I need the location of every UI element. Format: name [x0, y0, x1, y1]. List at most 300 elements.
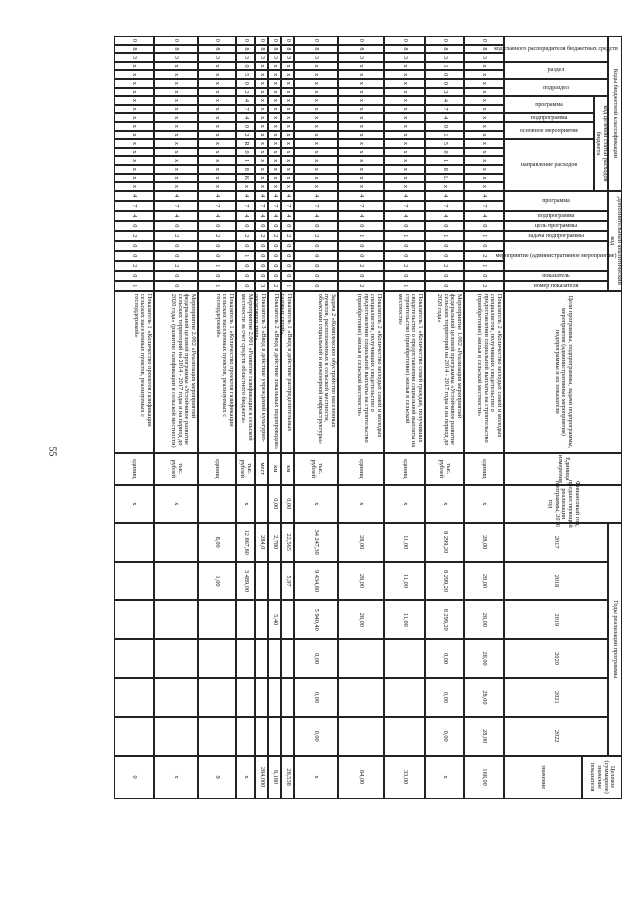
kbk-digit: x [294, 156, 338, 165]
kbk-digit: 0 [255, 36, 268, 45]
kbk-digit: x [281, 165, 294, 174]
kbk-digit: x [464, 174, 504, 183]
kbk-digit: x [384, 156, 425, 165]
kbk-digit: x [384, 62, 425, 71]
kbk-digit: x [154, 113, 198, 122]
kbk-digit: x [281, 156, 294, 165]
kbk-digit: x [464, 113, 504, 122]
analytic-digit: 1 [338, 231, 384, 241]
row-year-value: 12 867,80 [236, 523, 255, 562]
kbk-digit: 4 [236, 113, 255, 122]
kbk-digit: 2 [236, 131, 255, 140]
row-year-value: 2,780 [268, 523, 281, 562]
kbk-digit: x [198, 148, 236, 157]
row-year-value: 5 940,40 [294, 600, 338, 639]
row-year-value [281, 639, 294, 678]
analytic-digit: 0 [384, 241, 425, 251]
kbk-digit: 3 [114, 53, 154, 62]
row-year-value [281, 600, 294, 639]
kbk-digit: 4 [425, 96, 464, 105]
analytic-digit: 2 [255, 231, 268, 241]
kbk-sub-header-text: раздел [547, 67, 565, 74]
csr-sub-header-text: подпрограмма [530, 114, 568, 121]
kbk-digit: 3 [236, 53, 255, 62]
row-description: Показатель 1 «Количество проектов газификации сельских населенных пунктов, реализуемых с господдержкой» [114, 291, 154, 453]
kbk-digit: x [255, 182, 268, 191]
row-year-value: 0,00 [425, 717, 464, 756]
row-year-value: 34 247,30 [294, 523, 338, 562]
analytic-digit: 4 [154, 191, 198, 201]
analytic-digit: 4 [114, 211, 154, 221]
analytic-digit: 4 [294, 191, 338, 201]
year-header-2020: 2020 [504, 639, 608, 678]
kbk-digit: x [255, 70, 268, 79]
row-year-value [384, 678, 425, 717]
analytic-digit: 1 [464, 231, 504, 241]
row-year-value [154, 600, 198, 639]
kbk-digit: x [255, 131, 268, 140]
kbk-digit: x [198, 139, 236, 148]
kbk-sub-header [504, 62, 608, 79]
kbk-digit: x [384, 70, 425, 79]
kbk-digit: 8 [114, 45, 154, 54]
kbk-digit: x [384, 105, 425, 114]
kbk-digit: 5 [236, 70, 255, 79]
analytic-digit: 0 [114, 271, 154, 281]
kbk-digit: x [384, 88, 425, 97]
analytic-digit: 4 [198, 191, 236, 201]
kbk-digit: x [114, 131, 154, 140]
row-year-value: 28,00 [464, 639, 504, 678]
analytic-digit: 1 [384, 231, 425, 241]
kbk-digit: x [464, 88, 504, 97]
kbk-digit: x [464, 182, 504, 191]
analytic-digit: 0 [198, 241, 236, 251]
csr-sub-header-text: направление расходов [520, 161, 578, 168]
analytic-digit: 0 [255, 271, 268, 281]
year-header-2017: 2017 [504, 523, 608, 562]
analytic-digit: 0 [464, 221, 504, 231]
kbk-digit: 8 [268, 45, 281, 54]
analytic-sub-header [504, 271, 608, 281]
analytic-digit: 0 [294, 221, 338, 231]
kbk-digit: x [294, 182, 338, 191]
analytic-digit: 0 [294, 281, 338, 291]
kbk-digit: 0 [464, 36, 504, 45]
row-year-value [268, 717, 281, 756]
analytic-digit: 0 [425, 281, 464, 291]
kbk-digit: x [154, 96, 198, 105]
csr-sub-header-text: программа [535, 101, 563, 108]
kbk-digit: x [338, 79, 384, 88]
csr-sub-header [504, 139, 594, 191]
analytic-digit: 0 [198, 271, 236, 281]
kbk-digit: x [338, 96, 384, 105]
kbk-digit: x [294, 105, 338, 114]
analytic-digit: 4 [464, 191, 504, 201]
kbk-digit: 0 [281, 36, 294, 45]
kbk-digit: x [268, 148, 281, 157]
row-year-value: 11,00 [384, 523, 425, 562]
kbk-digit: 7 [236, 105, 255, 114]
analytic-digit: 0 [464, 271, 504, 281]
kbk-digit: x [198, 62, 236, 71]
analytic-sub-header [504, 191, 608, 211]
row-target-value: 284,000 [255, 756, 268, 799]
kbk-digit: x [338, 113, 384, 122]
kbk-digit: x [464, 79, 504, 88]
row-year-value: 8 299,20 [425, 562, 464, 601]
kbk-digit: x [114, 122, 154, 131]
row-year-value [281, 717, 294, 756]
row-target-value: 84,00 [338, 756, 384, 799]
kbk-digit: x [198, 165, 236, 174]
csr-sub-header [504, 96, 594, 113]
kbk-digit: x [281, 148, 294, 157]
analytic-digit: 4 [198, 211, 236, 221]
row-year-value [236, 639, 255, 678]
kbk-digit: 4 [236, 96, 255, 105]
analytic-digit: 2 [464, 251, 504, 261]
analytic-sub-header-text: программа [542, 197, 570, 204]
row-unit: единиц [198, 453, 236, 485]
row-year-value [236, 678, 255, 717]
analytic-digit: 0 [236, 281, 255, 291]
analytic-digit: 7 [154, 201, 198, 211]
kbk-digit: 0 [236, 122, 255, 131]
row-year-value: 0,00 [294, 717, 338, 756]
analytic-digit: 0 [338, 251, 384, 261]
row-target-value: 168,00 [464, 756, 504, 799]
kbk-sub-header-text: подраздел [543, 84, 569, 91]
kbk-digit: x [114, 148, 154, 157]
row-year-value: 8,00 [198, 523, 236, 562]
kbk-digit: x [384, 113, 425, 122]
kbk-digit: x [384, 139, 425, 148]
kbk-digit: 8 [384, 45, 425, 54]
kbk-digit: 4 [425, 113, 464, 122]
kbk-digit: x [114, 96, 154, 105]
row-base-year-value: x [114, 485, 154, 523]
kbk-digit: x [154, 165, 198, 174]
analytic-digit: 0 [294, 271, 338, 281]
row-year-value: 3 489,00 [236, 562, 255, 601]
analytic-digit: 2 [338, 281, 384, 291]
row-year-value [154, 562, 198, 601]
row-year-value [154, 639, 198, 678]
analytic-digit: 0 [464, 241, 504, 251]
analytic-digit: 7 [464, 201, 504, 211]
kbk-digit: x [154, 139, 198, 148]
kbk-digit: 3 [425, 88, 464, 97]
analytic-digit: 4 [236, 211, 255, 221]
row-year-value: 28,00 [338, 600, 384, 639]
row-year-value [114, 639, 154, 678]
analytic-digit: 0 [198, 221, 236, 231]
kbk-sub-header [494, 36, 618, 62]
kbk-digit: 8 [236, 165, 255, 174]
row-base-year-value: x [425, 485, 464, 523]
analytic-digit: 7 [384, 201, 425, 211]
kbk-digit: x [338, 62, 384, 71]
analytic-digit: 0 [294, 241, 338, 251]
row-year-value [255, 562, 268, 601]
kbk-digit: x [268, 79, 281, 88]
analytic-digit: 2 [114, 261, 154, 271]
analytic-digit: 4 [464, 211, 504, 221]
kbk-digit: x [294, 122, 338, 131]
kbk-digit: 0 [236, 36, 255, 45]
kbk-digit: x [255, 88, 268, 97]
row-base-year-value: x [384, 485, 425, 523]
analytic-digit: 0 [154, 251, 198, 261]
row-year-value: 5,97 [281, 562, 294, 601]
row-year-value: 0,00 [425, 639, 464, 678]
kbk-digit: x [464, 70, 504, 79]
kbk-digit: x [294, 113, 338, 122]
analytic-digit: 2 [384, 261, 425, 271]
analytic-digit: 1 [425, 231, 464, 241]
analytic-digit: 0 [268, 241, 281, 251]
csr-group-header: код целевой статьи расходов бюджета [594, 96, 608, 191]
kbk-digit: x [281, 122, 294, 131]
analytic-digit: 0 [268, 271, 281, 281]
kbk-digit: x [464, 131, 504, 140]
kbk-digit: x [281, 113, 294, 122]
kbk-digit: x [255, 148, 268, 157]
row-year-value: 5,40 [268, 600, 281, 639]
row-year-value: 11,00 [384, 600, 425, 639]
row-year-value: 28,00 [338, 562, 384, 601]
kbk-digit: 3 [154, 53, 198, 62]
analytic-digit: 0 [268, 221, 281, 231]
row-year-value [236, 717, 255, 756]
row-year-value [154, 717, 198, 756]
kbk-digit: 0 [384, 36, 425, 45]
kbk-digit: 0 [236, 148, 255, 157]
target-group-header: Целевое (суммарное) значение показателя [582, 756, 622, 799]
row-target-value: x [425, 756, 464, 799]
kbk-digit: x [338, 156, 384, 165]
years-group-header: Годы реализации программы [608, 523, 622, 756]
row-target-value: 8,180 [268, 756, 281, 799]
kbk-digit: 7 [425, 105, 464, 114]
analytic-sub-header-text: задача подпрограммы [528, 232, 584, 239]
kbk-digit: x [294, 70, 338, 79]
kbk-digit: x [255, 139, 268, 148]
analytic-digit: 4 [384, 191, 425, 201]
kbk-digit: x [154, 88, 198, 97]
analytic-digit: 0 [255, 261, 268, 271]
analytic-digit: 2 [281, 231, 294, 241]
kbk-digit: x [114, 113, 154, 122]
kbk-digit: x [384, 122, 425, 131]
kbk-digit: x [268, 182, 281, 191]
analytic-digit: 0 [198, 251, 236, 261]
kbk-digit: 8 [464, 45, 504, 54]
row-year-value: 8 299,20 [425, 600, 464, 639]
analytic-digit: 0 [236, 261, 255, 271]
kbk-digit: x [464, 156, 504, 165]
row-year-value [198, 600, 236, 639]
analytic-digit: 7 [425, 201, 464, 211]
kbk-digit: x [338, 148, 384, 157]
row-year-value [114, 678, 154, 717]
kbk-digit: x [154, 131, 198, 140]
kbk-digit: x [154, 122, 198, 131]
kbk-digit: x [154, 148, 198, 157]
kbk-digit: K [236, 174, 255, 183]
kbk-digit: x [255, 96, 268, 105]
row-base-year-value [198, 485, 236, 523]
kbk-digit: x [464, 148, 504, 157]
analytic-digit: 4 [281, 191, 294, 201]
row-target-value: 0 [114, 756, 154, 799]
kbk-digit: x [198, 113, 236, 122]
kbk-digit: 8 [294, 45, 338, 54]
kbk-digit: x [114, 70, 154, 79]
row-year-value [384, 717, 425, 756]
kbk-digit: 0 [425, 122, 464, 131]
row-year-value: 11,00 [384, 562, 425, 601]
row-description: Показатель 2 «Количество молодых семей и молодых специалистов, получивших свидетельство о предоставлении социальной выплаты на строительство (приобретение) жилья в сельской местности» [338, 291, 384, 453]
kbk-digit: x [154, 105, 198, 114]
kbk-digit: x [268, 96, 281, 105]
row-year-value [268, 562, 281, 601]
kbk-digit: x [114, 182, 154, 191]
kbk-digit: 1 [236, 156, 255, 165]
kbk-digit: x [114, 156, 154, 165]
kbk-digit: L [425, 174, 464, 183]
analytic-digit: 1 [384, 281, 425, 291]
kbk-digit: x [154, 174, 198, 183]
analytic-digit: 0 [425, 241, 464, 251]
page-number: 55 [46, 446, 58, 457]
row-year-value [114, 523, 154, 562]
analytic-digit: 3 [255, 281, 268, 291]
analytic-sub-header-text: мероприятие (административное мероприятие) [495, 252, 617, 259]
kbk-digit: x [281, 131, 294, 140]
kbk-digit: x [281, 105, 294, 114]
analytic-digit: 4 [114, 191, 154, 201]
kbk-digit: x [198, 174, 236, 183]
kbk-digit: x [268, 131, 281, 140]
row-year-value: 0,00 [294, 678, 338, 717]
row-description: Мероприятие 2.002 «Реализация мероприятий федеральной целевой программы «Устойчивое развитие сельских территорий на 2014 - 2017 годы и на период до 2020 года» (развитие газификации в сельской местности) [154, 291, 198, 453]
row-target-value: 28,538 [281, 756, 294, 799]
kbk-digit: x [268, 165, 281, 174]
kbk-digit: 3 [268, 53, 281, 62]
kbk-digit: x [425, 182, 464, 191]
kbk-digit: x [294, 165, 338, 174]
analytic-digit: 0 [281, 221, 294, 231]
kbk-digit: x [384, 79, 425, 88]
row-year-value [268, 678, 281, 717]
kbk-group-header: Коды бюджетной классификации [608, 36, 622, 191]
analytic-digit: 4 [236, 191, 255, 201]
kbk-digit: 8 [425, 165, 464, 174]
kbk-digit: x [338, 182, 384, 191]
kbk-digit: x [384, 96, 425, 105]
kbk-digit: 3 [294, 53, 338, 62]
row-description: Показатель 2 «Ввод в действие локальных водопроводов» [268, 291, 281, 453]
csr-sub-header-text: основное мероприятие [519, 127, 579, 134]
row-year-value [255, 600, 268, 639]
analytic-digit: 4 [338, 191, 384, 201]
kbk-digit: x [198, 122, 236, 131]
kbk-digit: x [154, 156, 198, 165]
analytic-sub-header [504, 231, 608, 241]
analytic-digit: 0 [384, 251, 425, 261]
row-target-value: 9 [198, 756, 236, 799]
analytic-digit: 0 [338, 241, 384, 251]
analytic-digit: 2 [114, 231, 154, 241]
analytic-digit: 0 [236, 221, 255, 231]
analytic-digit: 0 [384, 271, 425, 281]
analytic-digit: 0 [255, 241, 268, 251]
row-base-year-value: x [338, 485, 384, 523]
analytic-digit: 0 [281, 241, 294, 251]
analytic-digit: 7 [114, 201, 154, 211]
kbk-digit: 8 [338, 45, 384, 54]
kbk-digit: x [294, 148, 338, 157]
analytic-digit: 0 [281, 251, 294, 261]
analytic-digit: 2 [154, 231, 198, 241]
analytic-sub-header-text: номер показателя [533, 282, 579, 289]
kbk-digit: x [198, 105, 236, 114]
row-year-value [154, 523, 198, 562]
analytic-digit: 0 [236, 241, 255, 251]
kbk-digit: 0 [425, 148, 464, 157]
analytic-digit: 7 [338, 201, 384, 211]
analytic-digit: 0 [154, 221, 198, 231]
row-description: Показатель 3 «Ввод в действие учреждений культурно-досугового типа» [255, 291, 268, 453]
kbk-digit: 3 [425, 53, 464, 62]
kbk-digit: x [268, 122, 281, 131]
analytic-digit: 2 [464, 281, 504, 291]
row-base-year-value: 0,00 [268, 485, 281, 523]
kbk-digit: x [268, 70, 281, 79]
kbk-digit: x [338, 88, 384, 97]
analytic-digit: 0 [268, 261, 281, 271]
row-year-value [384, 639, 425, 678]
value-column-header: значение [504, 756, 582, 799]
year-header-2018: 2018 [504, 562, 608, 601]
analytic-group-header: Дополнительный аналитический код [608, 191, 622, 291]
row-target-value: x [154, 756, 198, 799]
row-year-value: 28,00 [464, 600, 504, 639]
kbk-digit: 3 [338, 53, 384, 62]
analytic-digit: 0 [114, 241, 154, 251]
row-base-year-value [255, 485, 268, 523]
kbk-digit: x [114, 165, 154, 174]
analytic-digit: 0 [294, 261, 338, 271]
row-year-value [338, 678, 384, 717]
kbk-digit: x [154, 62, 198, 71]
kbk-digit: 5 [425, 139, 464, 148]
row-unit: тыс. рублей [236, 453, 255, 485]
kbk-digit: x [281, 139, 294, 148]
row-base-year-value: x [294, 485, 338, 523]
kbk-digit: x [464, 62, 504, 71]
row-target-value: 33,00 [384, 756, 425, 799]
kbk-digit: 8 [255, 45, 268, 54]
kbk-digit: 0 [338, 36, 384, 45]
row-year-value [255, 717, 268, 756]
kbk-digit: x [114, 105, 154, 114]
kbk-digit: x [268, 113, 281, 122]
analytic-digit: 4 [281, 211, 294, 221]
